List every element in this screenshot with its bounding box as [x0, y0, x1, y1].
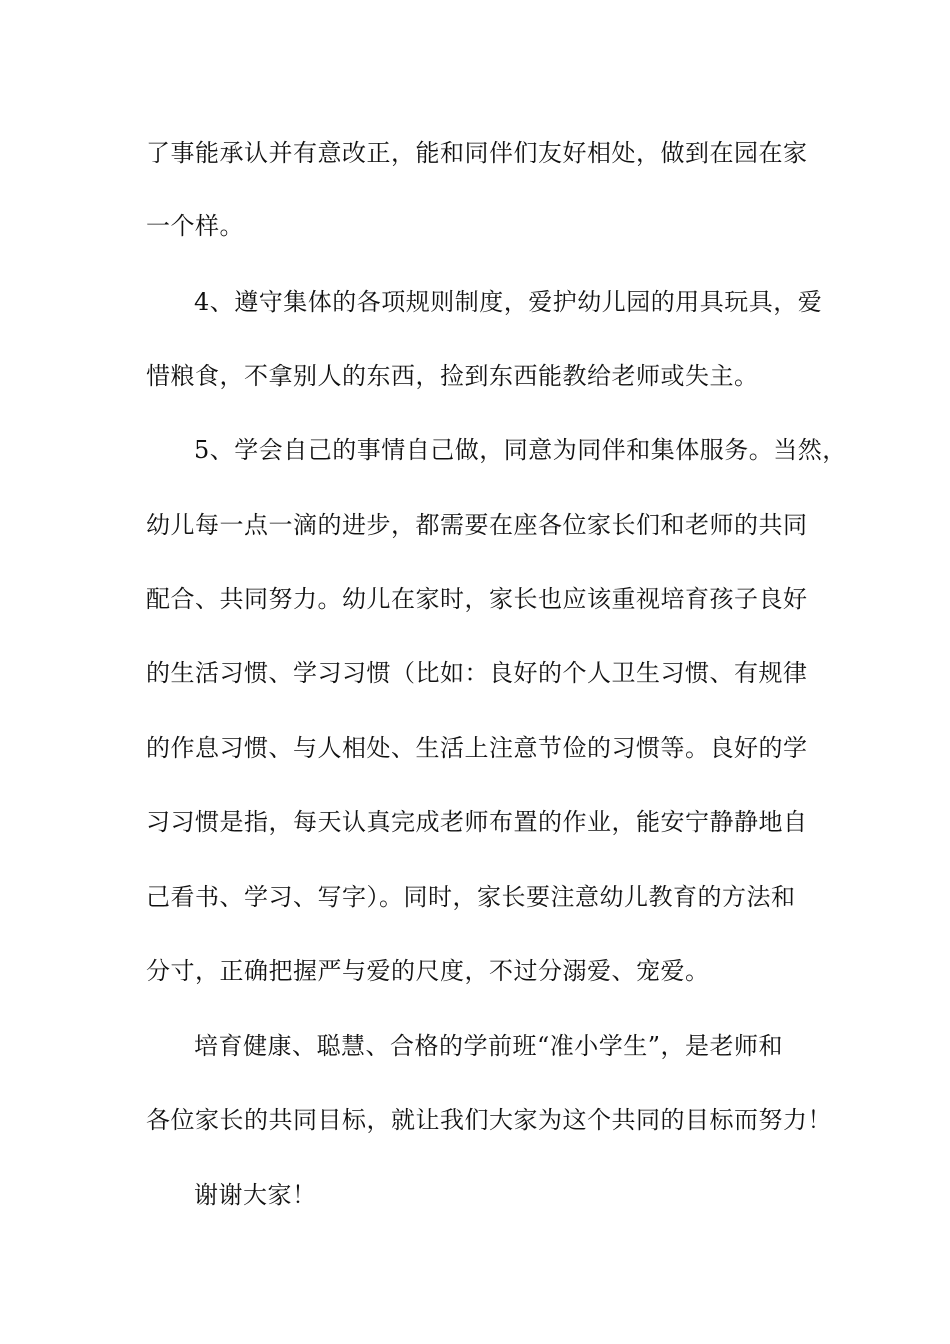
paragraph-item-4: 4、遵守集体的各项规则制度，爱护幼儿园的用具玩具，爱: [194, 288, 823, 316]
text-line: 配合、共同努力。幼儿在家时，家长也应该重视培育孩子良好: [146, 585, 808, 613]
text-line: 各位家长的共同目标，就让我们大家为这个共同的目标而努力！: [146, 1106, 832, 1134]
text-line: 己看书、学习、写字）。同时，家长要注意幼儿教育的方法和: [146, 883, 796, 911]
text-line: 幼儿每一点一滴的进步，都需要在座各位家长们和老师的共同: [146, 511, 808, 539]
text-line: 一个样。: [146, 212, 244, 240]
text-line: 习习惯是指，每天认真完成老师布置的作业，能安宁静静地自: [146, 808, 808, 836]
text-line: 惜粮食，不拿别人的东西，捡到东西能教给老师或失主。: [146, 362, 759, 390]
paragraph-closing: 培育健康、聪慧、合格的学前班“准小学生”，是老师和: [194, 1032, 784, 1060]
text-line: 的生活习惯、学习习惯（比如：良好的个人卫生习惯、有规律: [146, 659, 808, 687]
paragraph-item-5: 5、学会自己的事情自己做，同意为同伴和集体服务。当然，: [194, 436, 847, 464]
thanks-line: 谢谢大家！: [194, 1181, 317, 1209]
text-line: 的作息习惯、与人相处、生活上注意节俭的习惯等。良好的学: [146, 734, 808, 762]
text-line: 了事能承认并有意改正，能和同伴们友好相处，做到在园在家: [146, 139, 808, 167]
text-line: 分寸，正确把握严与爱的尺度，不过分溺爱、宠爱。: [146, 957, 710, 985]
